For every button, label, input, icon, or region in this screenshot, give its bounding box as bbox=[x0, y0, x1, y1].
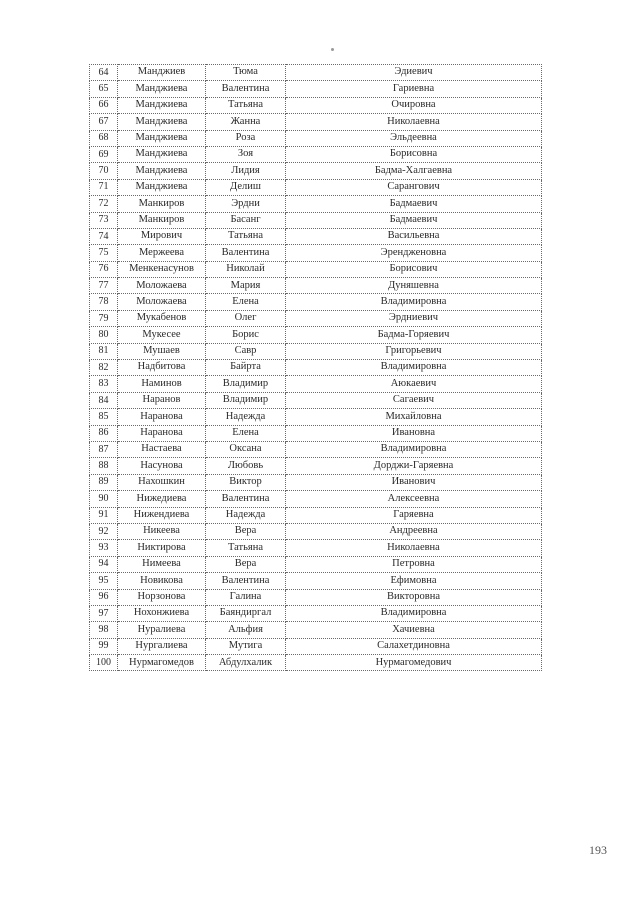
table-row bbox=[90, 360, 542, 376]
patronymic-cell: Эрдниевич bbox=[286, 310, 542, 326]
first-name-cell: Альфия bbox=[206, 622, 286, 638]
table-row bbox=[90, 409, 542, 425]
row-number: 90 bbox=[90, 491, 118, 507]
first-name-cell: Валентина bbox=[206, 491, 286, 507]
row-number: 80 bbox=[90, 327, 118, 343]
patronymic-cell: Григорьевич bbox=[286, 343, 542, 359]
first-name-cell: Олег bbox=[206, 310, 286, 326]
table-row bbox=[90, 622, 542, 638]
roster-table-body bbox=[90, 65, 542, 671]
last-name-cell: Нургалиева bbox=[118, 638, 206, 654]
table-row bbox=[90, 261, 542, 277]
table-row bbox=[90, 163, 542, 179]
last-name-cell: Манджиева bbox=[118, 97, 206, 113]
last-name-cell: Никтирова bbox=[118, 540, 206, 556]
patronymic-cell: Владимировна bbox=[286, 441, 542, 457]
last-name-cell: Наранов bbox=[118, 392, 206, 408]
first-name-cell: Елена bbox=[206, 425, 286, 441]
table-row bbox=[90, 179, 542, 195]
patronymic-cell: Михайловна bbox=[286, 409, 542, 425]
row-number: 88 bbox=[90, 458, 118, 474]
first-name-cell: Оксана bbox=[206, 441, 286, 457]
scan-speck bbox=[331, 48, 334, 51]
patronymic-cell: Очировна bbox=[286, 97, 542, 113]
table-row bbox=[90, 556, 542, 572]
patronymic-cell: Бадма-Халгаевна bbox=[286, 163, 542, 179]
first-name-cell: Николай bbox=[206, 261, 286, 277]
row-number: 67 bbox=[90, 114, 118, 130]
last-name-cell: Манджиева bbox=[118, 146, 206, 162]
first-name-cell: Абдулхалик bbox=[206, 655, 286, 671]
first-name-cell: Валентина bbox=[206, 81, 286, 97]
patronymic-cell: Сарангович bbox=[286, 179, 542, 195]
first-name-cell: Роза bbox=[206, 130, 286, 146]
last-name-cell: Моложаева bbox=[118, 294, 206, 310]
first-name-cell: Жанна bbox=[206, 114, 286, 130]
last-name-cell: Мержеева bbox=[118, 245, 206, 261]
patronymic-cell: Николаевна bbox=[286, 540, 542, 556]
patronymic-cell: Эльдеевна bbox=[286, 130, 542, 146]
table-row bbox=[90, 573, 542, 589]
last-name-cell: Мукесее bbox=[118, 327, 206, 343]
last-name-cell: Настаева bbox=[118, 441, 206, 457]
table-row bbox=[90, 605, 542, 621]
last-name-cell: Надбитова bbox=[118, 360, 206, 376]
table-row bbox=[90, 589, 542, 605]
table-row bbox=[90, 310, 542, 326]
last-name-cell: Новикова bbox=[118, 573, 206, 589]
row-number: 65 bbox=[90, 81, 118, 97]
last-name-cell: Нохонжиева bbox=[118, 605, 206, 621]
last-name-cell: Наранова bbox=[118, 409, 206, 425]
row-number: 76 bbox=[90, 261, 118, 277]
last-name-cell: Нахошкин bbox=[118, 474, 206, 490]
first-name-cell: Зоя bbox=[206, 146, 286, 162]
patronymic-cell: Хачиевна bbox=[286, 622, 542, 638]
row-number: 91 bbox=[90, 507, 118, 523]
table-row bbox=[90, 638, 542, 654]
last-name-cell: Манджиева bbox=[118, 179, 206, 195]
first-name-cell: Байрта bbox=[206, 360, 286, 376]
first-name-cell: Татьяна bbox=[206, 228, 286, 244]
table-row bbox=[90, 441, 542, 457]
patronymic-cell: Эдиевич bbox=[286, 65, 542, 81]
table-row bbox=[90, 196, 542, 212]
patronymic-cell: Гариевна bbox=[286, 81, 542, 97]
first-name-cell: Борис bbox=[206, 327, 286, 343]
row-number: 70 bbox=[90, 163, 118, 179]
first-name-cell: Надежда bbox=[206, 409, 286, 425]
first-name-cell: Надежда bbox=[206, 507, 286, 523]
last-name-cell: Манджиева bbox=[118, 130, 206, 146]
first-name-cell: Любовь bbox=[206, 458, 286, 474]
table-row bbox=[90, 507, 542, 523]
first-name-cell: Лидия bbox=[206, 163, 286, 179]
last-name-cell: Мушаев bbox=[118, 343, 206, 359]
patronymic-cell: Аюкаевич bbox=[286, 376, 542, 392]
patronymic-cell: Борисовна bbox=[286, 146, 542, 162]
patronymic-cell: Васильевна bbox=[286, 228, 542, 244]
first-name-cell: Галина bbox=[206, 589, 286, 605]
last-name-cell: Нурмагомедов bbox=[118, 655, 206, 671]
row-number: 71 bbox=[90, 179, 118, 195]
patronymic-cell: Борисович bbox=[286, 261, 542, 277]
row-number: 97 bbox=[90, 605, 118, 621]
first-name-cell: Татьяна bbox=[206, 97, 286, 113]
table-row bbox=[90, 81, 542, 97]
row-number: 81 bbox=[90, 343, 118, 359]
last-name-cell: Манкиров bbox=[118, 212, 206, 228]
last-name-cell: Манджиева bbox=[118, 81, 206, 97]
patronymic-cell: Дуняшевна bbox=[286, 278, 542, 294]
first-name-cell: Басанг bbox=[206, 212, 286, 228]
patronymic-cell: Владимировна bbox=[286, 605, 542, 621]
first-name-cell: Татьяна bbox=[206, 540, 286, 556]
row-number: 100 bbox=[90, 655, 118, 671]
patronymic-cell: Петровна bbox=[286, 556, 542, 572]
row-number: 84 bbox=[90, 392, 118, 408]
last-name-cell: Нижендиева bbox=[118, 507, 206, 523]
row-number: 93 bbox=[90, 540, 118, 556]
row-number: 96 bbox=[90, 589, 118, 605]
table-row bbox=[90, 114, 542, 130]
row-number: 92 bbox=[90, 523, 118, 539]
table-row bbox=[90, 376, 542, 392]
table-row bbox=[90, 458, 542, 474]
first-name-cell: Савр bbox=[206, 343, 286, 359]
row-number: 89 bbox=[90, 474, 118, 490]
last-name-cell: Никеева bbox=[118, 523, 206, 539]
table-row bbox=[90, 97, 542, 113]
first-name-cell: Валентина bbox=[206, 573, 286, 589]
patronymic-cell: Дорджи-Гаряевна bbox=[286, 458, 542, 474]
last-name-cell: Мирович bbox=[118, 228, 206, 244]
first-name-cell: Елена bbox=[206, 294, 286, 310]
page-number: 193 bbox=[589, 843, 607, 857]
patronymic-cell: Бадма-Горяевич bbox=[286, 327, 542, 343]
row-number: 99 bbox=[90, 638, 118, 654]
row-number: 69 bbox=[90, 146, 118, 162]
first-name-cell: Эрдни bbox=[206, 196, 286, 212]
patronymic-cell: Николаевна bbox=[286, 114, 542, 130]
row-number: 86 bbox=[90, 425, 118, 441]
table-row bbox=[90, 343, 542, 359]
patronymic-cell: Владимировна bbox=[286, 360, 542, 376]
row-number: 66 bbox=[90, 97, 118, 113]
table-row bbox=[90, 146, 542, 162]
last-name-cell: Нуралиева bbox=[118, 622, 206, 638]
last-name-cell: Норзонова bbox=[118, 589, 206, 605]
patronymic-cell: Бадмаевич bbox=[286, 196, 542, 212]
first-name-cell: Владимир bbox=[206, 376, 286, 392]
table-row bbox=[90, 523, 542, 539]
patronymic-cell: Бадмаевич bbox=[286, 212, 542, 228]
first-name-cell: Вера bbox=[206, 556, 286, 572]
last-name-cell: Моложаева bbox=[118, 278, 206, 294]
row-number: 87 bbox=[90, 441, 118, 457]
row-number: 74 bbox=[90, 228, 118, 244]
table-row bbox=[90, 212, 542, 228]
last-name-cell: Манкиров bbox=[118, 196, 206, 212]
first-name-cell: Владимир bbox=[206, 392, 286, 408]
table-row bbox=[90, 392, 542, 408]
first-name-cell: Виктор bbox=[206, 474, 286, 490]
first-name-cell: Тюма bbox=[206, 65, 286, 81]
first-name-cell: Валентина bbox=[206, 245, 286, 261]
table-row bbox=[90, 425, 542, 441]
row-number: 79 bbox=[90, 310, 118, 326]
first-name-cell: Мутига bbox=[206, 638, 286, 654]
last-name-cell: Менкенасунов bbox=[118, 261, 206, 277]
table-row bbox=[90, 65, 542, 81]
last-name-cell: Нижедиева bbox=[118, 491, 206, 507]
table-row bbox=[90, 278, 542, 294]
last-name-cell: Нимеева bbox=[118, 556, 206, 572]
patronymic-cell: Андреевна bbox=[286, 523, 542, 539]
first-name-cell: Делиш bbox=[206, 179, 286, 195]
patronymic-cell: Салахетдиновна bbox=[286, 638, 542, 654]
row-number: 98 bbox=[90, 622, 118, 638]
first-name-cell: Мария bbox=[206, 278, 286, 294]
row-number: 85 bbox=[90, 409, 118, 425]
row-number: 72 bbox=[90, 196, 118, 212]
first-name-cell: Вера bbox=[206, 523, 286, 539]
table-row bbox=[90, 228, 542, 244]
roster-table bbox=[89, 64, 542, 671]
table-row bbox=[90, 130, 542, 146]
patronymic-cell: Ефимовна bbox=[286, 573, 542, 589]
row-number: 77 bbox=[90, 278, 118, 294]
row-number: 78 bbox=[90, 294, 118, 310]
table-row bbox=[90, 245, 542, 261]
row-number: 68 bbox=[90, 130, 118, 146]
row-number: 73 bbox=[90, 212, 118, 228]
patronymic-cell: Алексеевна bbox=[286, 491, 542, 507]
row-number: 75 bbox=[90, 245, 118, 261]
row-number: 95 bbox=[90, 573, 118, 589]
table-row bbox=[90, 491, 542, 507]
patronymic-cell: Эрендженовна bbox=[286, 245, 542, 261]
patronymic-cell: Иванович bbox=[286, 474, 542, 490]
last-name-cell: Наминов bbox=[118, 376, 206, 392]
patronymic-cell: Гаряевна bbox=[286, 507, 542, 523]
table-row bbox=[90, 655, 542, 671]
last-name-cell: Манджиев bbox=[118, 65, 206, 81]
table-row bbox=[90, 327, 542, 343]
patronymic-cell: Ивановна bbox=[286, 425, 542, 441]
row-number: 82 bbox=[90, 360, 118, 376]
patronymic-cell: Владимировна bbox=[286, 294, 542, 310]
first-name-cell: Баяндиргал bbox=[206, 605, 286, 621]
patronymic-cell: Нурмагомедович bbox=[286, 655, 542, 671]
table-row bbox=[90, 294, 542, 310]
row-number: 94 bbox=[90, 556, 118, 572]
last-name-cell: Наранова bbox=[118, 425, 206, 441]
table-row bbox=[90, 540, 542, 556]
row-number: 83 bbox=[90, 376, 118, 392]
patronymic-cell: Сагаевич bbox=[286, 392, 542, 408]
last-name-cell: Насунова bbox=[118, 458, 206, 474]
last-name-cell: Мукабенов bbox=[118, 310, 206, 326]
last-name-cell: Манджиева bbox=[118, 163, 206, 179]
table-row bbox=[90, 474, 542, 490]
row-number: 64 bbox=[90, 65, 118, 81]
patronymic-cell: Викторовна bbox=[286, 589, 542, 605]
last-name-cell: Манджиева bbox=[118, 114, 206, 130]
